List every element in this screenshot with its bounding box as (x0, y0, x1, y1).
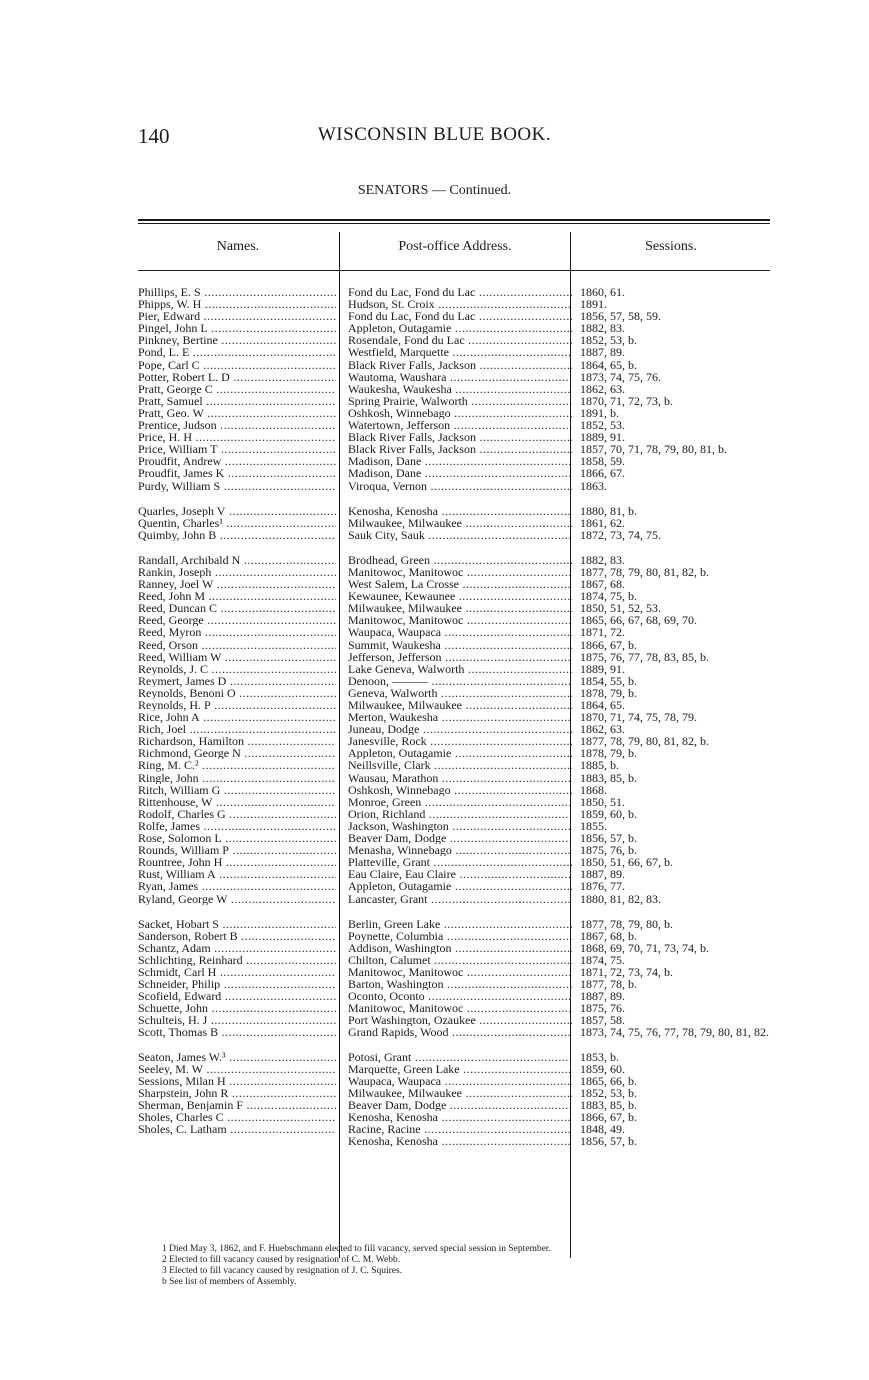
table-row (138, 614, 778, 626)
sessions: 1860, 61. (580, 285, 625, 299)
post-office-address: Neillsville, Clark ..... (348, 759, 572, 771)
table-row (138, 383, 778, 395)
table-row (138, 480, 778, 492)
senator-name: Rounds, William P ..... (138, 844, 336, 856)
senator-name: Schmidt, Carl H ..... (138, 966, 336, 978)
senator-name: Sanderson, Robert B ..... (138, 930, 336, 942)
post-office-address: Appleton, Outagamie ..... (348, 880, 572, 892)
table-row (138, 990, 778, 1002)
sessions: 1867, 68, b. (580, 928, 637, 943)
table-row (138, 784, 778, 796)
table-row (138, 1099, 778, 1111)
senator-name: Sacket, Hobart S ..... (138, 918, 336, 930)
post-office-address: Oconto, Oconto ..... (348, 990, 572, 1002)
sessions: 1855. (580, 818, 607, 833)
column-header-names: Names. (216, 239, 260, 254)
senator-name: Potter, Robert L. D ..... (138, 371, 336, 383)
senator-name: Ritch, William G ..... (138, 784, 336, 796)
sessions: 1866, 67. (580, 466, 625, 481)
senator-name: Rose, Solomon L ..... (138, 832, 336, 844)
sessions: 1850, 51, 66, 67, b. (580, 855, 673, 870)
senator-name: Pier, Edward ..... (138, 310, 336, 322)
sessions: 1874, 75, b. (580, 589, 637, 604)
post-office-address: Madison, Dane ..... (348, 455, 572, 467)
sessions: 1887, 89. (580, 345, 625, 360)
post-office-address: Milwaukee, Milwaukee ..... (348, 602, 572, 614)
senator-name: Proudfit, Andrew ..... (138, 455, 336, 467)
table-row (138, 868, 778, 880)
table-row (138, 286, 778, 298)
table-row (138, 1002, 778, 1014)
table-row (138, 529, 778, 541)
post-office-address: Milwaukee, Milwaukee ..... (348, 1087, 572, 1099)
sessions: 1868, 69, 70, 71, 73, 74, b. (580, 940, 709, 955)
table-row (138, 759, 778, 771)
footnote: 3 Elected to fill vacancy caused by resignation of J. C. Squires. (162, 1266, 403, 1276)
sessions: 1857, 70, 71, 78, 79, 80, 81, b. (580, 442, 727, 457)
post-office-address: Manitowoc, Manitowoc ..... (348, 966, 572, 978)
table-row (138, 1075, 778, 1087)
post-office-address: Geneva, Walworth ..... (348, 687, 572, 699)
senator-name: Sholes, Charles C ..... (138, 1111, 336, 1123)
table-row (138, 590, 778, 602)
post-office-address: Hudson, St. Croix ..... (348, 298, 572, 310)
table-row (138, 675, 778, 687)
post-office-address: Manitowoc, Manitowoc ..... (348, 1002, 572, 1014)
post-office-address: Viroqua, Vernon ..... (348, 480, 572, 492)
senator-name: Randall, Archibald N ..... (138, 554, 336, 566)
senator-name: Sessions, Milan H ..... (138, 1075, 336, 1087)
sessions: 1867, 68. (580, 577, 625, 592)
sessions: 1852, 53. (580, 418, 625, 433)
post-office-address: Juneau, Dodge ..... (348, 723, 572, 735)
sessions: 1882, 83. (580, 321, 625, 336)
post-office-address: Appleton, Outagamie ..... (348, 747, 572, 759)
senator-name: Quarles, Joseph V ..... (138, 505, 336, 517)
table-row (138, 467, 778, 479)
sessions: 1859, 60, b. (580, 806, 637, 821)
post-office-address: Madison, Dane ..... (348, 467, 572, 479)
senator-name: Purdy, William S ..... (138, 480, 336, 492)
senator-name: Rittenhouse, W ..... (138, 796, 336, 808)
sessions: 1871, 72. (580, 625, 625, 640)
sessions: 1858, 59. (580, 454, 625, 469)
table-row (138, 663, 778, 675)
senator-name: Ranney, Joel W ..... (138, 578, 336, 590)
sessions: 1877, 78, 79, 80, 81, 82, b. (580, 734, 709, 749)
sessions: 1870, 71, 72, 73, b. (580, 393, 673, 408)
table-row (138, 918, 778, 930)
post-office-address: Spring Prairie, Walworth ..... (348, 395, 572, 407)
sessions: 1871, 72, 73, 74, b. (580, 964, 673, 979)
table-row (138, 930, 778, 942)
table-row (138, 310, 778, 322)
senator-name: Pingel, John L ..... (138, 322, 336, 334)
table-row (138, 942, 778, 954)
post-office-address: Sauk City, Sauk ..... (348, 529, 572, 541)
senator-name: Reed, George ..... (138, 614, 336, 626)
table-row (138, 687, 778, 699)
sessions: 1866, 67, b. (580, 637, 637, 652)
senator-name: Schulteis, H. J ..... (138, 1014, 336, 1026)
table-row (138, 1063, 778, 1075)
table-row (138, 455, 778, 467)
sessions: 1856, 57, b. (580, 831, 637, 846)
table-row (138, 639, 778, 651)
senator-name: Sherman, Benjamin F ..... (138, 1099, 336, 1111)
senator-name: Pinkney, Bertine ..... (138, 334, 336, 346)
table-row (138, 856, 778, 868)
sessions: 1865, 66, b. (580, 1073, 637, 1088)
section-title: SENATORS — Continued. (357, 183, 512, 198)
post-office-address: Black River Falls, Jackson ..... (348, 443, 572, 455)
senator-name: Reed, Orson ..... (138, 639, 336, 651)
senator-name: Ryland, George W ..... (138, 893, 336, 905)
senator-name: Reed, Duncan C ..... (138, 602, 336, 614)
sessions: 1848, 49. (580, 1122, 625, 1137)
sessions: 1854, 55, b. (580, 673, 637, 688)
sessions: 1859, 60. (580, 1061, 625, 1076)
sessions: 1857, 58. (580, 1013, 625, 1028)
sessions: 1885, b. (580, 758, 619, 773)
table-row (138, 322, 778, 334)
sessions: 1877, 78, 79, 80, 81, 82, b. (580, 564, 709, 579)
senator-name: Rolfe, James ..... (138, 820, 336, 832)
running-head: WISCONSIN BLUE BOOK. (317, 124, 552, 145)
sessions: 1878, 79, b. (580, 685, 637, 700)
post-office-address: Janesville, Rock ..... (348, 735, 572, 747)
post-office-address: Racine, Racine ..... (348, 1123, 572, 1135)
post-office-address: Milwaukee, Milwaukee ..... (348, 517, 572, 529)
senator-name: Sholes, C. Latham ..... (138, 1123, 336, 1135)
table-row (138, 1026, 778, 1050)
table-row (138, 772, 778, 784)
post-office-address: Watertown, Jefferson ..... (348, 419, 572, 431)
table-row (138, 711, 778, 723)
post-office-address: Barton, Washington ..... (348, 978, 572, 990)
sessions: 1889, 91. (580, 661, 625, 676)
senator-name: Reynolds, Benoni O ..... (138, 687, 336, 699)
post-office-address: Kenosha, Kenosha ..... (348, 1135, 572, 1147)
sessions: 1862, 63. (580, 381, 625, 396)
sessions: 1856, 57, 58, 59. (580, 309, 661, 324)
sessions: 1875, 76, 77, 78, 83, 85, b. (580, 649, 709, 664)
senator-name: Schuette, John ..... (138, 1002, 336, 1014)
post-office-address: Oshkosh, Winnebago ..... (348, 407, 572, 419)
table-row (138, 893, 778, 905)
senator-name: Price, H. H ..... (138, 431, 336, 443)
post-office-address: Beaver Dam, Dodge ..... (348, 1099, 572, 1111)
table-row (138, 517, 778, 529)
post-office-address: Potosi, Grant ..... (348, 1051, 572, 1063)
post-office-address: Eau Claire, Eau Claire ..... (348, 868, 572, 880)
table-row (138, 747, 778, 759)
post-office-address: Addison, Washington ..... (348, 942, 572, 954)
table-row (138, 578, 778, 590)
senator-name: Proudfit, James K ..... (138, 467, 336, 479)
senator-name: Reed, Myron ..... (138, 626, 336, 638)
post-office-address: Monroe, Green ..... (348, 796, 572, 808)
senator-name: Reed, John M ..... (138, 590, 336, 602)
table-row (138, 407, 778, 419)
table-row (138, 505, 778, 517)
sessions: 1863. (580, 478, 607, 493)
table-row (138, 1087, 778, 1099)
table-row (138, 371, 778, 383)
post-office-address: Waupaca, Waupaca ..... (348, 626, 572, 638)
table-row (138, 808, 778, 820)
post-office-address: Manitowoc, Manitowoc ..... (348, 614, 572, 626)
table-row (138, 978, 778, 990)
table-row (138, 1123, 778, 1135)
senator-name: Pope, Carl C ..... (138, 359, 336, 371)
table-row (138, 419, 778, 431)
table-row (138, 334, 778, 346)
sessions: 1870, 71, 74, 75, 78, 79. (580, 710, 697, 725)
sessions: 1868. (580, 782, 607, 797)
table-row (138, 1135, 778, 1147)
post-office-address: Lancaster, Grant ..... (348, 893, 572, 905)
sessions: 1876, 77. (580, 879, 625, 894)
sessions: 1861, 62. (580, 515, 625, 530)
post-office-address: Waukesha, Waukesha ..... (348, 383, 572, 395)
senator-name: Richmond, George N ..... (138, 747, 336, 759)
sessions: 1853, b. (580, 1049, 619, 1064)
post-office-address: Milwaukee, Milwaukee ..... (348, 699, 572, 711)
senator-name: Rich, Joel ..... (138, 723, 336, 735)
sessions: 1875, 76. (580, 1001, 625, 1016)
sessions: 1887, 89. (580, 867, 625, 882)
top-rule-thin (138, 223, 770, 224)
column-header-address: Post-office Address. (398, 239, 512, 254)
table-row (138, 395, 778, 407)
sessions: 1862, 63. (580, 722, 625, 737)
sessions: 1878, 79, b. (580, 746, 637, 761)
senator-name: Quentin, Charles¹ ..... (138, 517, 336, 529)
senator-name: Phipps, W. H ..... (138, 298, 336, 310)
senator-name: Scofield, Edward ..... (138, 990, 336, 1002)
sessions: 1850, 51, 52, 53. (580, 601, 661, 616)
post-office-address: Platteville, Grant ..... (348, 856, 572, 868)
post-office-address: Rosendale, Fond du Lac ..... (348, 334, 572, 346)
footnote: b See list of members of Assembly. (162, 1277, 297, 1287)
senator-name: Ring, M. C.² ..... (138, 759, 336, 771)
senator-name: Pratt, Samuel ..... (138, 395, 336, 407)
senator-name: Seeley, M. W ..... (138, 1063, 336, 1075)
sessions: 1883, 85, b. (580, 770, 637, 785)
senators-table (138, 286, 778, 1147)
table-row (138, 844, 778, 856)
post-office-address: Port Washington, Ozaukee ..... (348, 1014, 572, 1026)
post-office-address: Summit, Waukesha ..... (348, 639, 572, 651)
post-office-address: Black River Falls, Jackson ..... (348, 431, 572, 443)
sessions: 1866, 67, b. (580, 1110, 637, 1125)
table-row (138, 651, 778, 663)
post-office-address: Wautoma, Waushara ..... (348, 371, 572, 383)
senator-name: Schneider, Philip ..... (138, 978, 336, 990)
senator-name: Ryan, James ..... (138, 880, 336, 892)
sessions: 1873, 74, 75, 76, 77, 78, 79, 80, 81, 82. (580, 1025, 769, 1040)
senator-name: Sharpstein, John R ..... (138, 1087, 336, 1099)
post-office-address: Fond du Lac, Fond du Lac ..... (348, 310, 572, 322)
table-row (138, 735, 778, 747)
post-office-address: Brodhead, Green ..... (348, 554, 572, 566)
table-row (138, 298, 778, 310)
table-row (138, 346, 778, 358)
table-row (138, 566, 778, 578)
post-office-address: Wausau, Marathon ..... (348, 772, 572, 784)
post-office-address: Denoon, ——— ..... (348, 675, 572, 687)
senator-name: Phillips, E. S ..... (138, 286, 336, 298)
senator-name: Reed, William W ..... (138, 651, 336, 663)
senator-name: Reynolds, H. P ..... (138, 699, 336, 711)
table-row (138, 796, 778, 808)
senator-name: Prentice, Judson ..... (138, 419, 336, 431)
post-office-address: Manitowoc, Manitowoc ..... (348, 566, 572, 578)
senator-name: Rodolf, Charles G ..... (138, 808, 336, 820)
column-header-sessions: Sessions. (645, 239, 697, 254)
post-office-address: West Salem, La Crosse ..... (348, 578, 572, 590)
post-office-address: Kenosha, Kenosha ..... (348, 505, 572, 517)
table-row (138, 966, 778, 978)
senator-name: Pratt, Geo. W ..... (138, 407, 336, 419)
sessions: 1887, 89. (580, 989, 625, 1004)
senator-name: Reynolds, J. C ..... (138, 663, 336, 675)
senator-name: Schantz, Adam ..... (138, 942, 336, 954)
sessions: 1872, 73, 74, 75. (580, 527, 661, 542)
sessions: 1875, 76, b. (580, 843, 637, 858)
sessions: 1864, 65, b. (580, 357, 637, 372)
footnotes (162, 1244, 762, 1288)
post-office-address: Merton, Waukesha ..... (348, 711, 572, 723)
senator-name: Price, William T ..... (138, 443, 336, 455)
sessions: 1850, 51. (580, 794, 625, 809)
table-row (138, 832, 778, 844)
sessions: 1891, b. (580, 405, 619, 420)
table-row (138, 1051, 778, 1063)
sessions: 1891. (580, 297, 607, 312)
sessions: 1889, 91. (580, 430, 625, 445)
senator-name: Reymert, James D ..... (138, 675, 336, 687)
table-row (138, 954, 778, 966)
sessions: 1852, 53, b. (580, 1085, 637, 1100)
sessions: 1865, 66, 67, 68, 69, 70. (580, 613, 697, 628)
sessions: 1877, 78, 79, 80, b. (580, 916, 673, 931)
post-office-address: Kewaunee, Kewaunee ..... (348, 590, 572, 602)
post-office-address: Berlin, Green Lake ..... (348, 918, 572, 930)
sessions: 1874, 75. (580, 952, 625, 967)
table-row (138, 359, 778, 371)
post-office-address: Jackson, Washington ..... (348, 820, 572, 832)
post-office-address: Appleton, Outagamie ..... (348, 322, 572, 334)
post-office-address: Oshkosh, Winnebago ..... (348, 784, 572, 796)
post-office-address: Kenosha, Kenosha ..... (348, 1111, 572, 1123)
sessions: 1880, 81, 82, 83. (580, 891, 661, 906)
senator-name: Ringle, John ..... (138, 772, 336, 784)
post-office-address: Beaver Dam, Dodge ..... (348, 832, 572, 844)
senator-name: Schlichting, Reinhard ..... (138, 954, 336, 966)
header-rule (138, 270, 770, 271)
sessions: 1873, 74, 75, 76. (580, 369, 661, 384)
sessions: 1864, 65. (580, 698, 625, 712)
sessions: 1856, 57, b. (580, 1134, 637, 1149)
post-office-address: Jefferson, Jefferson ..... (348, 651, 572, 663)
post-office-address: Chilton, Calumet ..... (348, 954, 572, 966)
sessions: 1877, 78, b. (580, 977, 637, 992)
post-office-address: Black River Falls, Jackson ..... (348, 359, 572, 371)
post-office-address: Waupaca, Waupaca ..... (348, 1075, 572, 1087)
post-office-address: Westfield, Marquette ..... (348, 346, 572, 358)
post-office-address: Poynette, Columbia ..... (348, 930, 572, 942)
post-office-address: Fond du Lac, Fond du Lac ..... (348, 286, 572, 298)
page-number: 140 (138, 124, 170, 148)
sessions: 1883, 85, b. (580, 1098, 637, 1112)
senator-name: Scott, Thomas B ..... (138, 1026, 336, 1038)
table-row (138, 1111, 778, 1123)
table-row (138, 626, 778, 638)
senator-name: Rice, John A ..... (138, 711, 336, 723)
post-office-address: Grand Rapids, Wood ..... (348, 1026, 572, 1038)
sessions: 1882, 83. (580, 552, 625, 567)
senator-name: Pratt, George C ..... (138, 383, 336, 395)
sessions: 1880, 81, b. (580, 503, 637, 518)
table-row (138, 880, 778, 892)
top-rule-thick (138, 219, 770, 221)
senator-name: Rust, William A ..... (138, 868, 336, 880)
table-row (138, 820, 778, 832)
post-office-address: Marquette, Green Lake ..... (348, 1063, 572, 1075)
post-office-address: Orion, Richland ..... (348, 808, 572, 820)
senator-name: Pond, L. E ..... (138, 346, 336, 358)
senator-name: Seaton, James W.³ ..... (138, 1051, 336, 1063)
senator-name: Quimby, John B ..... (138, 529, 336, 541)
footnote: 2 Elected to fill vacancy caused by resignation of C. M. Webb. (162, 1255, 401, 1265)
table-row (138, 443, 778, 455)
senator-name: Rankin, Joseph ..... (138, 566, 336, 578)
post-office-address: Menasha, Winnebago ..... (348, 844, 572, 856)
post-office-address: Lake Geneva, Walworth ..... (348, 663, 572, 675)
footnote: 1 Died May 3, 1862, and F. Huebschmann elected to fill vacancy, served special session in September. (162, 1244, 551, 1254)
sessions: 1852, 53, b. (580, 333, 637, 348)
senator-name: Richardson, Hamilton ..... (138, 735, 336, 747)
senator-name: Rountree, John H ..... (138, 856, 336, 868)
